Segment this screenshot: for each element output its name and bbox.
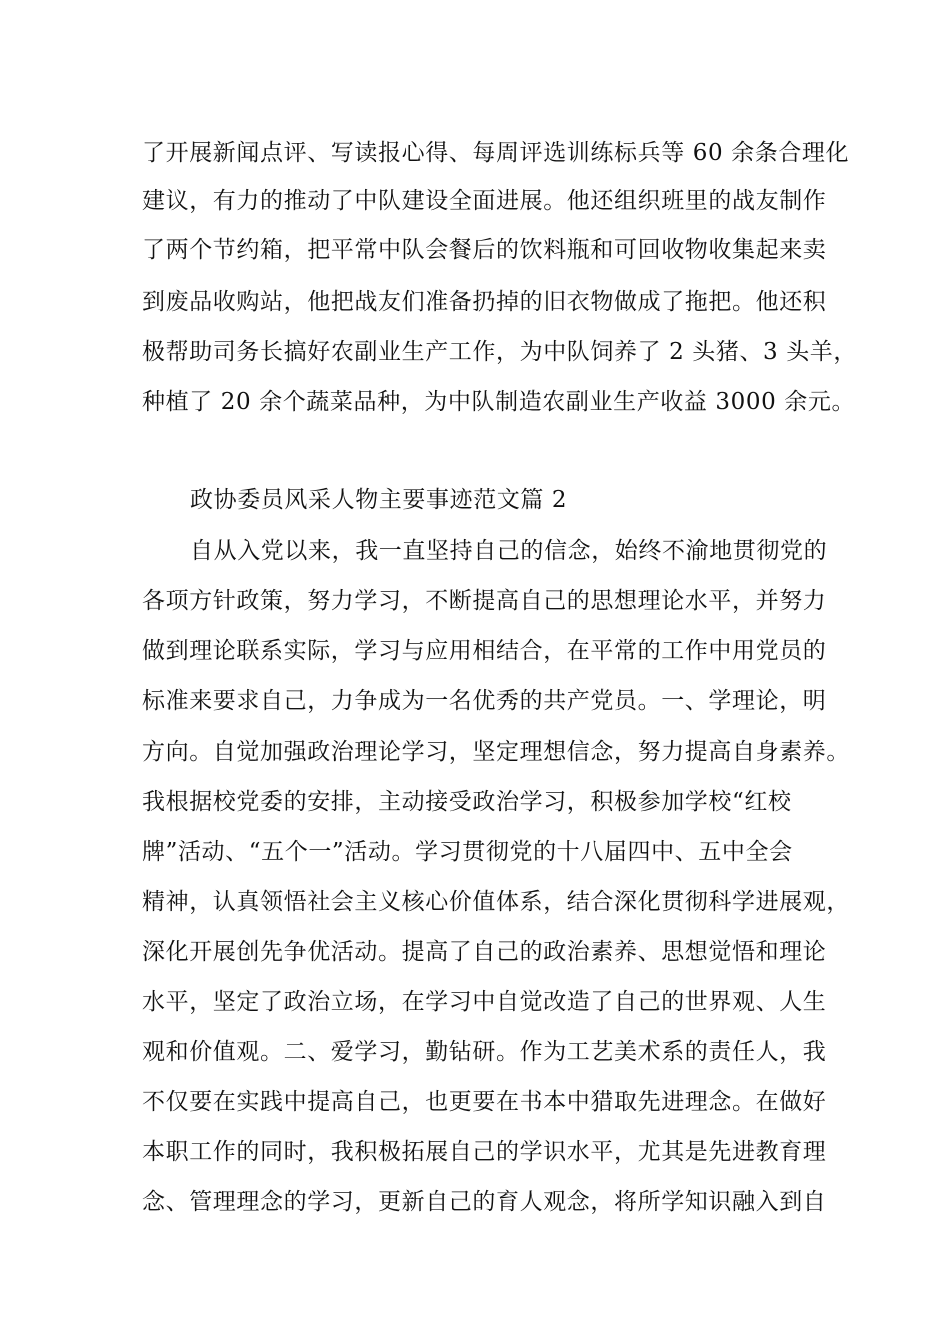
paragraph-1-line: 建议，有力的推动了中队建设全面进展。他还组织班里的战友制作 [142, 188, 827, 214]
paragraph-2-line: 自从入党以来，我一直坚持自己的信念，始终不渝地贯彻党的 [190, 538, 828, 564]
paragraph-2-line: 念、管理理念的学习，更新自己的育人观念，将所学知识融入到自 [142, 1189, 827, 1215]
paragraph-1-line: 极帮助司务长搞好农副业生产工作，为中队饲养了 2 头猪、3 头羊， [142, 339, 857, 365]
paragraph-2-line: 各项方针政策，努力学习，不断提高自己的思想理论水平，并努力 [142, 588, 827, 614]
paragraph-2-line: 标准来要求自己，力争成为一名优秀的共产党员。一、学理论，明 [142, 688, 827, 714]
paragraph-2-line: 观和价值观。二、爱学习，勤钻研。作为工艺美术系的责任人，我 [142, 1039, 827, 1065]
paragraph-2-line: 本职工作的同时，我积极拓展自己的学识水平，尤其是先进教育理 [142, 1139, 827, 1165]
paragraph-2-line: 方向。自觉加强政治理论学习，坚定理想信念，努力提高自身素养。 [142, 739, 850, 765]
paragraph-2-line: 水平，坚定了政治立场，在学习中自觉改造了自己的世界观、人生 [142, 989, 827, 1015]
paragraph-1-line: 种植了 20 余个蔬菜品种，为中队制造农副业生产收益 3000 余元。 [142, 389, 856, 415]
paragraph-2-line: 我根据校党委的安排，主动接受政治学习，积极参加学校“红校 [142, 789, 792, 815]
paragraph-2-line: 不仅要在实践中提高自己，也更要在书本中猎取先进理念。在做好 [142, 1089, 827, 1115]
paragraph-2-line: 做到理论联系实际，学习与应用相结合，在平常的工作中用党员的 [142, 638, 827, 664]
paragraph-2-line: 精神，认真领悟社会主义核心价值体系，结合深化贯彻科学进展观， [142, 889, 850, 915]
paragraph-2-line: 牌”活动、“五个一”活动。学习贯彻党的十八届四中、五中全会 [142, 839, 793, 865]
paragraph-1-line: 了两个节约箱，把平常中队会餐后的饮料瓶和可回收物收集起来卖 [142, 237, 827, 263]
section-heading: 政协委员风采人物主要事迹范文篇 2 [190, 487, 568, 513]
paragraph-2-line: 深化开展创先争优活动。提高了自己的政治素养、思想觉悟和理论 [142, 939, 827, 965]
paragraph-1-line: 到废品收购站，他把战友们准备扔掉的旧衣物做成了拖把。他还积 [142, 289, 827, 315]
paragraph-1-line: 了开展新闻点评、写读报心得、每周评选训练标兵等 60 余条合理化 [142, 140, 850, 166]
